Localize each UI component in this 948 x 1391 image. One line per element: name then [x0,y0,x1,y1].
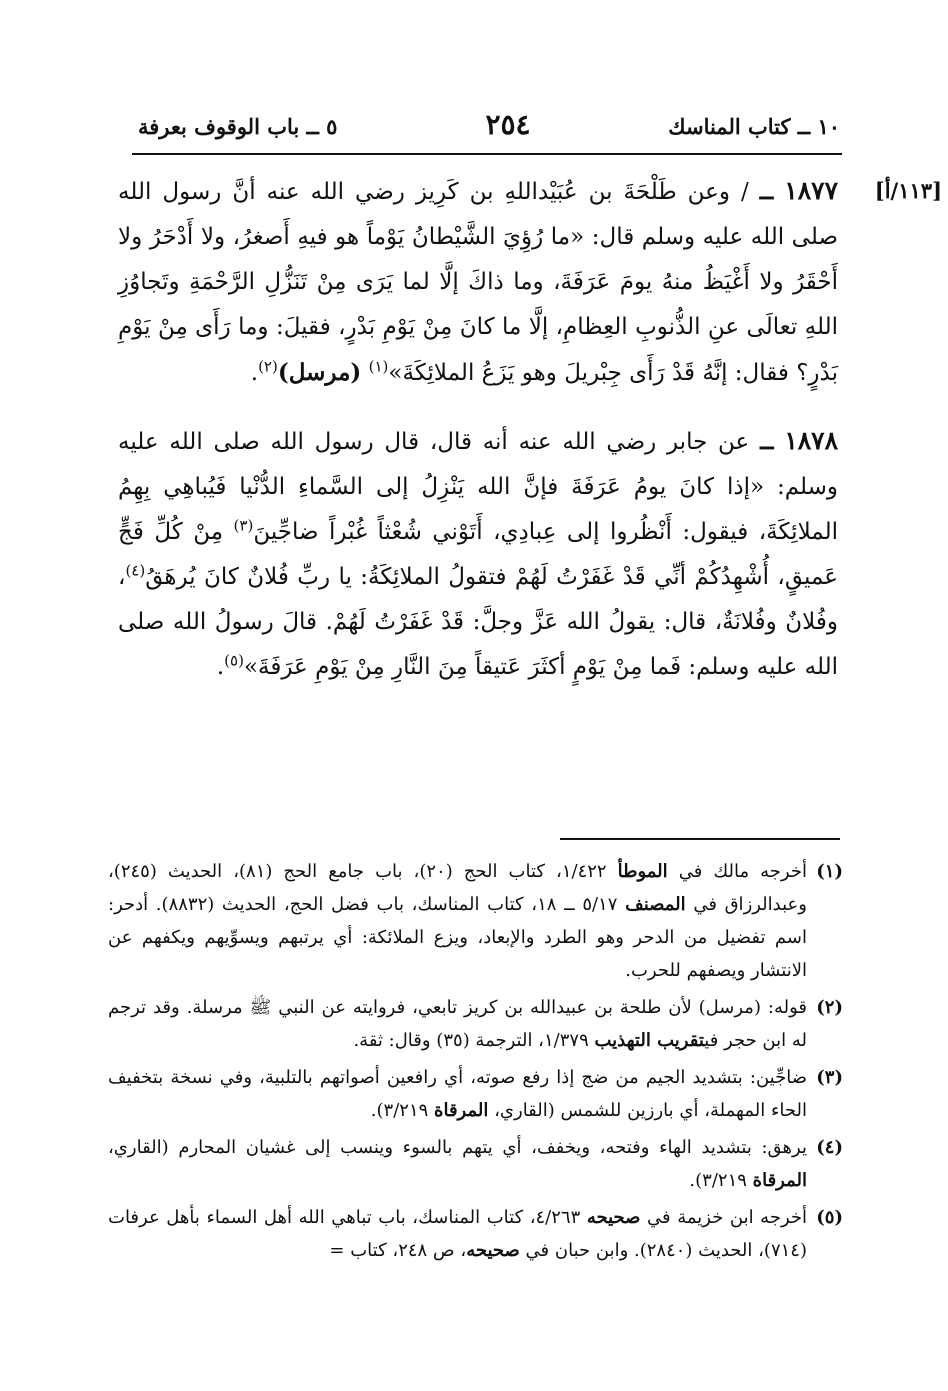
hadith-number: ١٨٧٨ [784,426,839,455]
hadith-text: عن جابر رضي الله عنه أنه قال، قال رسول الله صلى الله عليه وسلم: «إذا كانَ يومُ عَرَفَةَ فإنَّ الله يَنْزِلُ إلى السَّماءِ الدُّنْيا فَيُباهِي بِهِمُ الملائِكَةَ، فيقول: أَنْظُروا إلى عِبادِي، أَتَوْني شُعْثاً غُبْراً ضاجِّينَ [118,429,838,545]
footnote-number: (٥) [816,1207,843,1228]
chapter-title: ١٠ ــ كتاب المناسك [668,114,840,139]
running-header [138,108,840,148]
book-title: تقريب التهذيب [594,1030,705,1051]
footnote-text: ضاجِّين: بتشديد الجيم من ضج إذا رفع صوته، أي رافعين أصواتهم بالتلبية، وفي نسخة بتخفيف الحاء المهملة، أي بارزين للشمس (القاري، [108,1067,807,1121]
header-rule [132,153,842,155]
footnote-text: أخرجه مالك في [667,861,807,882]
book-title: الموطأ [617,861,668,882]
footnote-text: ، ص ٢٤٨، كتاب = [329,1240,467,1261]
manuscript-folio-ref: [١١٣/أ] [874,178,942,203]
book-title: المرقاة [752,1170,807,1191]
footnote-ref: (٣) [233,516,254,535]
sentence-end: . [216,654,225,680]
footnote-number: (٢) [816,997,843,1018]
footnote-5 [108,1201,843,1267]
footnote-text: ٣/٢١٩). [370,1100,435,1121]
footnote-3 [108,1061,843,1127]
footnote-number: (٣) [816,1067,843,1088]
footnote-ref: (٢) [258,357,278,376]
footnote-separator [560,838,840,840]
book-title: المصنف [625,894,686,915]
book-title: صحيحه [466,1240,520,1261]
footnote-text: ١/٣٧٩، الترجمة (٣٥) وقال: ثقة. [353,1030,595,1051]
main-text [118,168,838,690]
footnote-text: قوله: (مرسل) لأن طلحة بن عبيدالله بن كريز تابعي، فروايته عن النبي ﷺ مرسلة. وقد ترجم له ابن حجر في [108,997,807,1051]
hadith-1878 [118,418,838,690]
footnote-ref: (٥) [224,651,244,670]
hadith-text: / وعن طَلْحَةَ بن عُبَيْداللهِ بن كَرِيز رضي الله عنه أنَّ رسول الله صلى الله عليه وسلم قال: «ما رُؤِيَ الشَّيْطانُ يَوْماً هو فيهِ أَصغرُ، ولا أَدْحَرُ ولا أَحْقَرُ ولا أَغْيَظُ منهُ يومَ عَرَفَةَ، وما ذاكَ إلَّا لما يَرَى مِنْ تَنَزُّلِ الرَّحْمَةِ وتَجاوُزِ اللهِ تعالَى عنِ الذُّنوبِ العِظامِ، إلَّا ما كانَ مِنْ يَوْمِ بَدْرٍ، فقيلَ: وما رَأَى مِنْ يَوْمِ بَدْرٍ؟ فقال: إنَّهُ قَدْ رَأَى جِبْريلَ وهو يَزَعُ الملائِكَةَ» [118,179,838,386]
section-title: ٥ ــ باب الوقوف بعرفة [138,114,338,139]
footnote-text: ٥/١٧ ــ ١٨، كتاب المناسك، باب فضل الحج، الحديث (٨٨٣٢). أدحر: اسم تفضيل من الدحر وهو الطرد والإبعاد، ويزع الملائكة: أي يرتبهم ويسوِّيهم ويكفهم عن الانتشار ويصفهم للحرب. [108,894,807,981]
hadith-text: مِنْ كُلِّ فَجٍّ عَميقٍ، أُشْهِدُكُمْ أنِّي قَدْ غَفَرْتُ لَهُمْ فتقولُ الملائِكَةُ: يا ربِّ فُلانٌ كانَ يُرهَقُ [118,519,838,590]
footnote-number: (٤) [816,1137,843,1158]
footnote-ref: (٤) [125,561,146,580]
footnote-text: ٤/٢٦٣، كتاب المناسك، باب تباهي الله أهل السماء بأهل عرفات (٧١٤)، الحديث (٢٨٤٠). وابن حبان في [108,1207,807,1261]
footnote-text: ١/٤٢٢، كتاب الحج (٢٠)، باب جامع الحج (٨١)، الحديث (٢٤٥)، وعبدالرزاق في [108,861,807,915]
page-number: ٢٥٤ [485,108,531,141]
footnote-1 [108,855,843,987]
hadith-1877 [118,168,838,396]
book-title: صحيحه [586,1207,641,1228]
hadith-number: ١٨٧٧ [784,176,839,205]
footnotes [108,855,843,1271]
footnote-text: ٣/٢١٩). [689,1170,753,1191]
footnote-2 [108,991,843,1057]
hadith-dash: ــ [759,178,774,205]
sentence-end: . [250,360,259,386]
footnote-4 [108,1131,843,1197]
hadith-grade: (مرسل) [277,359,362,386]
footnote-ref: (١) [368,357,389,376]
book-title: المرقاة [434,1100,489,1121]
hadith-text: ، وفُلانٌ وفُلانَةٌ، قال: يقولُ الله عَزَّ وجلَّ: قَدْ غَفَرْتُ لَهُمْ. قالَ رسولُ الله صلى الله عليه وسلم: فَما مِنْ يَوْمٍ أكثَرَ عَتيقاً مِنَ النَّارِ مِنْ يَوْمِ عَرَفَةَ» [118,564,838,680]
footnote-text: أخرجه ابن خزيمة في [640,1207,808,1228]
footnote-text: يرهق: بتشديد الهاء وفتحه، ويخفف، أي يتهم بالسوء وينسب إلى غشيان المحارم (القاري، [108,1137,807,1158]
hadith-dash: ــ [760,428,774,455]
footnote-number: (١) [816,861,843,882]
